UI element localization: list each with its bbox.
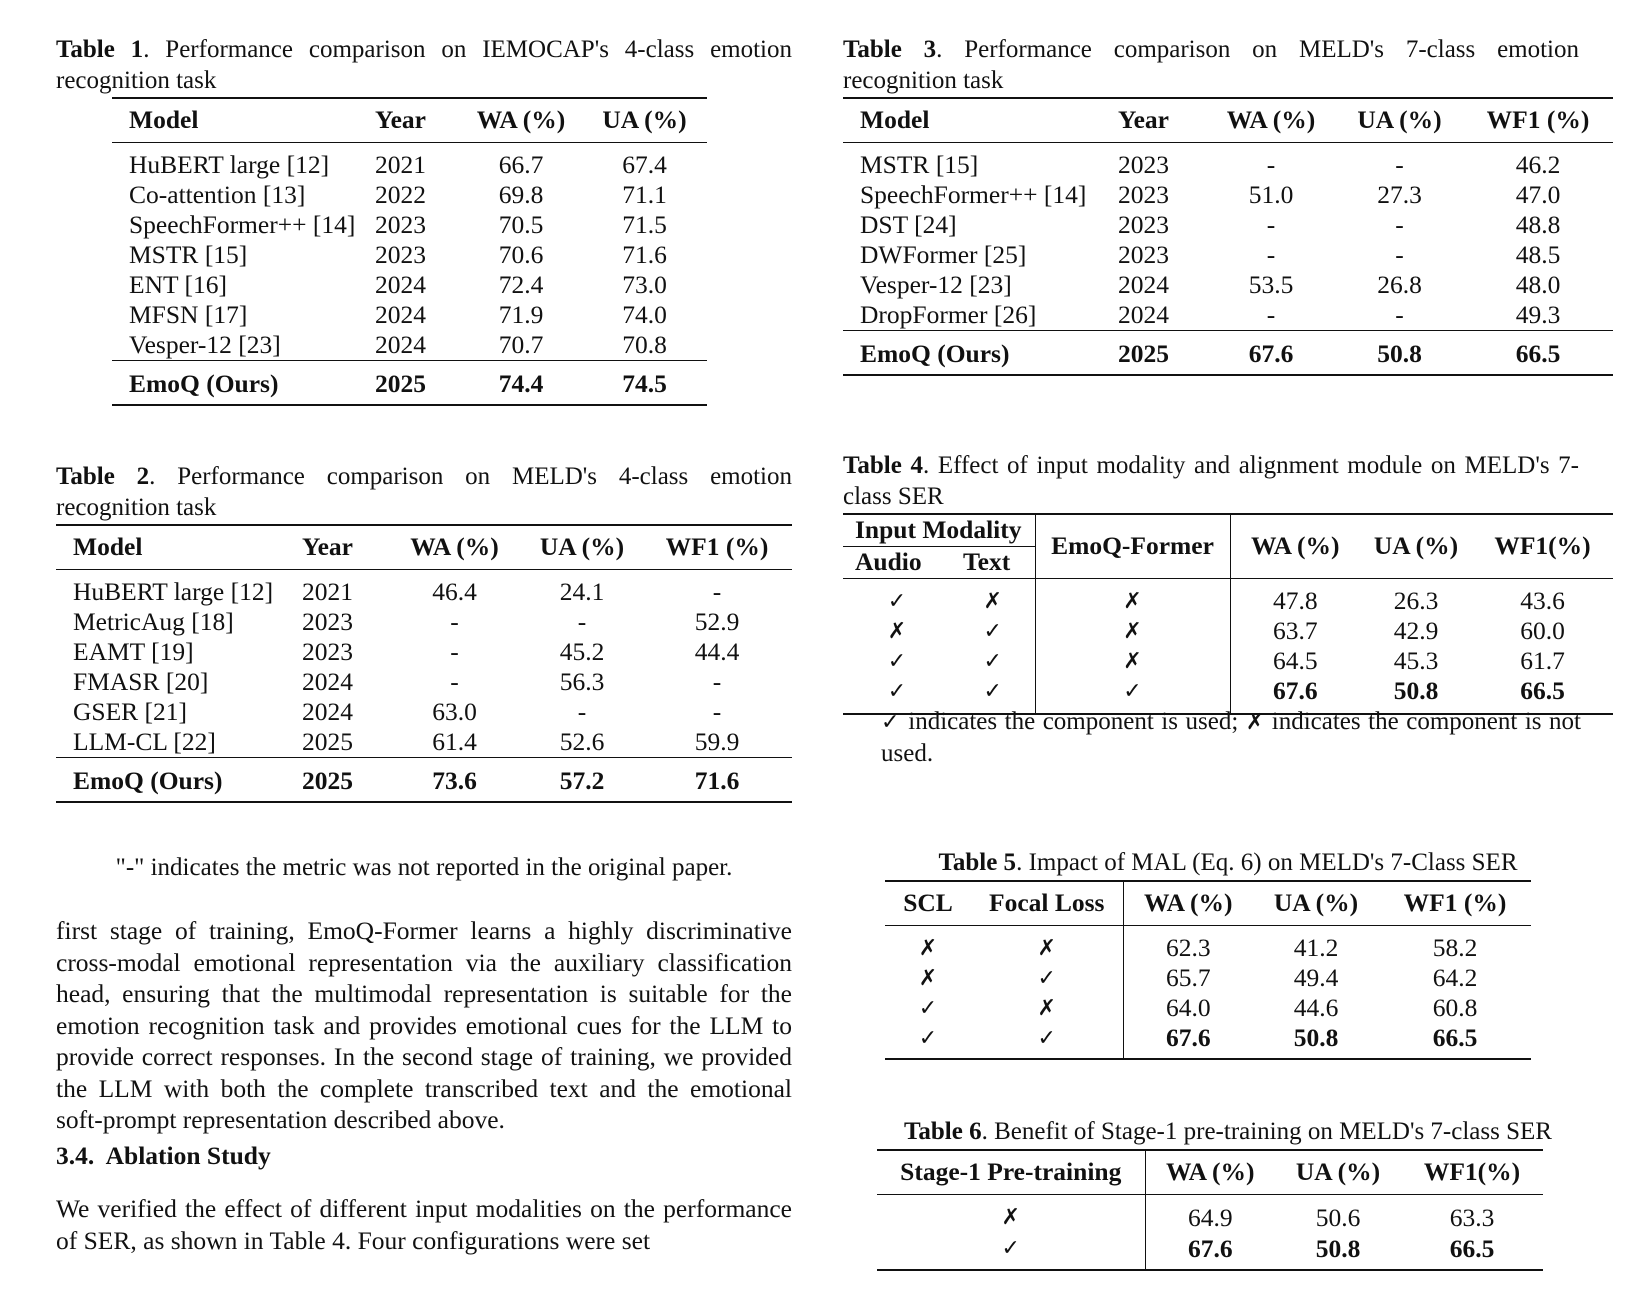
table-cell: 2023 bbox=[302, 607, 353, 636]
table5-caption-text: . Impact of MAL (Eq. 6) on MELD's 7-Class SER bbox=[1016, 849, 1518, 876]
table-cell: 64.9 bbox=[1145, 1202, 1275, 1233]
table1-cell: 74.4 bbox=[498, 369, 544, 398]
table6-body bbox=[877, 1202, 1543, 1264]
table-cell: 44.6 bbox=[1293, 993, 1339, 1022]
mark-icon: ✓ bbox=[918, 1025, 938, 1051]
table-cell: 70.8 bbox=[622, 330, 667, 359]
table5-header-row bbox=[885, 881, 1531, 925]
table1-final-row bbox=[112, 365, 707, 405]
table-row bbox=[56, 637, 792, 667]
table-cell: FMASR [20] bbox=[73, 667, 209, 696]
table1-header: Model bbox=[129, 105, 199, 135]
table6-label: Table 6 bbox=[904, 1118, 982, 1145]
table-cell: 2025 bbox=[302, 727, 353, 756]
table-cell: MetricAug [18] bbox=[73, 607, 234, 636]
table-cell: 49.4 bbox=[1293, 963, 1339, 992]
table-row bbox=[112, 300, 707, 330]
table4-header: EmoQ-Former bbox=[1035, 514, 1230, 578]
table4-subheader: Audio bbox=[855, 547, 922, 576]
table4-label: Table 4 bbox=[843, 452, 923, 479]
table1-header: UA (%) bbox=[602, 105, 687, 135]
mark-icon: ✓ bbox=[1037, 965, 1056, 991]
table-row bbox=[56, 727, 792, 758]
table1-header: Year bbox=[375, 105, 426, 135]
table-cell: 71.5 bbox=[622, 210, 667, 239]
table-cell: SpeechFormer++ [14] bbox=[860, 180, 1087, 209]
table1-caption bbox=[56, 34, 792, 96]
mark-icon: ✗ bbox=[1035, 586, 1230, 616]
table-cell: 2023 bbox=[375, 240, 426, 269]
table-cell: 59.9 bbox=[694, 727, 740, 756]
table-cell: 64.0 bbox=[1123, 993, 1253, 1023]
table-cell: Vesper-12 [23] bbox=[860, 270, 1012, 299]
table-cell: 47.0 bbox=[1515, 180, 1561, 209]
cross-icon: ✗ bbox=[1245, 710, 1265, 735]
table-cell: 67.4 bbox=[622, 150, 667, 179]
table5-body bbox=[885, 933, 1531, 1053]
table-cell: 48.8 bbox=[1515, 210, 1561, 239]
table-cell: DWFormer [25] bbox=[860, 240, 1027, 269]
table2-cell: EmoQ (Ours) bbox=[73, 766, 223, 795]
table-cell: HuBERT large [12] bbox=[129, 150, 330, 179]
table1-label: Table 1 bbox=[56, 36, 144, 63]
table2-note: "-" indicates the metric was not reported in the original paper. bbox=[115, 854, 733, 881]
table-cell: 69.8 bbox=[498, 180, 544, 209]
table-cell: 2024 bbox=[1118, 270, 1169, 299]
table1-cell: 2025 bbox=[375, 369, 426, 398]
table3-label: Table 3 bbox=[843, 36, 937, 63]
table-row bbox=[885, 933, 1531, 963]
section-heading: 3.4. Ablation Study bbox=[56, 1141, 271, 1170]
table-row bbox=[843, 210, 1613, 240]
mark-icon: ✗ bbox=[983, 588, 1002, 614]
table1-body bbox=[112, 150, 707, 361]
table-row bbox=[112, 330, 707, 361]
table-cell: 64.2 bbox=[1432, 963, 1478, 992]
table5-header: UA (%) bbox=[1273, 888, 1359, 918]
table-cell: 45.2 bbox=[559, 637, 605, 666]
mark-icon: ✓ bbox=[1035, 676, 1230, 706]
table6 bbox=[877, 1149, 1543, 1271]
mark-icon: ✗ bbox=[1037, 935, 1056, 961]
table3-caption-text: . Performance comparison on MELD's 7-class emotion recognition task bbox=[843, 36, 1580, 94]
mark-icon: ✓ bbox=[983, 648, 1002, 674]
table-cell: 64.5 bbox=[1230, 646, 1360, 676]
table2-header: WF1 (%) bbox=[665, 532, 769, 562]
table-cell: - bbox=[712, 577, 722, 606]
table-cell: 2024 bbox=[1118, 300, 1169, 329]
mark-icon: ✗ bbox=[918, 965, 938, 991]
table-cell: 71.1 bbox=[622, 180, 667, 209]
table-cell: 66.7 bbox=[498, 150, 544, 179]
table2-cell: 2025 bbox=[302, 766, 353, 795]
table4-note-text: indicates the component is used; bbox=[900, 708, 1246, 735]
table-cell: 63.3 bbox=[1449, 1202, 1495, 1232]
table3-cell: 66.5 bbox=[1515, 339, 1561, 368]
table4-header: WA (%) bbox=[1230, 514, 1360, 578]
table-cell: 65.7 bbox=[1123, 963, 1253, 993]
table-cell: 2023 bbox=[302, 637, 353, 666]
table-cell: LLM-CL [22] bbox=[73, 727, 216, 756]
mark-icon: ✓ bbox=[887, 678, 907, 704]
table-cell: 74.0 bbox=[622, 300, 667, 329]
table-cell: - bbox=[1266, 150, 1276, 179]
table3-header-row bbox=[843, 98, 1613, 142]
table-cell: 71.6 bbox=[622, 240, 667, 269]
table-cell: 42.9 bbox=[1393, 616, 1439, 645]
mark-icon: ✗ bbox=[1001, 1205, 1020, 1230]
table-cell: 50.8 bbox=[1293, 1023, 1339, 1052]
table-row bbox=[56, 607, 792, 637]
table-cell: 2023 bbox=[375, 210, 426, 239]
table1-header: WA (%) bbox=[476, 105, 566, 135]
table-row bbox=[56, 667, 792, 697]
table-row bbox=[843, 646, 1613, 676]
table-cell: 60.8 bbox=[1432, 993, 1478, 1022]
table4-subheader: Text bbox=[963, 547, 1011, 576]
table2-caption bbox=[56, 461, 792, 523]
table-cell: - bbox=[1266, 240, 1276, 269]
table4-body bbox=[843, 586, 1613, 706]
table-cell: 61.4 bbox=[432, 727, 477, 756]
table-cell: 43.6 bbox=[1520, 586, 1565, 615]
table-row bbox=[843, 300, 1613, 331]
table6-header-row bbox=[877, 1150, 1543, 1194]
mark-icon: ✓ bbox=[1037, 1025, 1056, 1051]
table-cell: GSER [21] bbox=[73, 697, 188, 726]
table-cell: - bbox=[1395, 240, 1404, 269]
table-cell: 2024 bbox=[375, 330, 426, 359]
table-cell: - bbox=[1395, 210, 1404, 239]
table-cell: 2023 bbox=[1118, 240, 1169, 269]
table-cell: ENT [16] bbox=[129, 270, 227, 299]
table2-header-row bbox=[56, 525, 792, 569]
table-row bbox=[112, 210, 707, 240]
table-cell: - bbox=[712, 667, 722, 696]
table-cell: DST [24] bbox=[860, 210, 957, 239]
table-cell: 46.4 bbox=[432, 577, 477, 606]
table3-caption bbox=[843, 34, 1579, 96]
table-cell: 2024 bbox=[302, 667, 353, 696]
table1-cell: EmoQ (Ours) bbox=[129, 369, 279, 398]
table-cell: 26.8 bbox=[1377, 270, 1422, 299]
body-paragraph-2: We verified the effect of different input modalities on the performance of SER, as shown in Table 4. Four configurations were set bbox=[56, 1194, 792, 1255]
mark-icon: ✗ bbox=[918, 935, 938, 961]
table-cell: 2023 bbox=[1118, 210, 1169, 239]
table-cell: 67.6 bbox=[1145, 1233, 1275, 1264]
table-row bbox=[885, 993, 1531, 1023]
table-cell: - bbox=[1395, 300, 1404, 329]
table6-header: UA (%) bbox=[1295, 1157, 1381, 1187]
table-cell: 2022 bbox=[375, 180, 426, 209]
table-cell: 73.0 bbox=[622, 270, 667, 299]
table3-cell: 2025 bbox=[1118, 339, 1169, 368]
table-cell: - bbox=[450, 637, 459, 666]
table-cell: 2024 bbox=[375, 270, 426, 299]
table-cell: 63.7 bbox=[1230, 616, 1360, 646]
table3-body bbox=[843, 150, 1613, 331]
table2-header: WA (%) bbox=[410, 532, 499, 562]
table-cell: MFSN [17] bbox=[129, 300, 248, 329]
table-cell: 51.0 bbox=[1248, 180, 1294, 209]
table-cell: 66.5 bbox=[1520, 676, 1565, 705]
mark-icon: ✓ bbox=[887, 588, 907, 614]
table1-header-row bbox=[112, 98, 707, 142]
table-cell: 72.4 bbox=[498, 270, 544, 299]
table3-header: Year bbox=[1118, 105, 1169, 135]
table4 bbox=[843, 513, 1613, 715]
table-cell: HuBERT large [12] bbox=[73, 577, 274, 606]
table-row bbox=[112, 150, 707, 180]
table5 bbox=[885, 880, 1531, 1060]
table-cell: 60.0 bbox=[1520, 616, 1565, 645]
table-cell: 47.8 bbox=[1230, 586, 1360, 616]
table-row bbox=[112, 270, 707, 300]
table-cell: 27.3 bbox=[1377, 180, 1422, 209]
table5-header: Focal Loss bbox=[989, 888, 1105, 918]
table5-label: Table 5 bbox=[938, 849, 1017, 876]
table-cell: Vesper-12 [23] bbox=[129, 330, 281, 359]
table2-header: Year bbox=[302, 532, 353, 562]
mark-icon: ✓ bbox=[983, 678, 1002, 704]
table-cell: 48.5 bbox=[1515, 240, 1561, 269]
table-cell: - bbox=[1266, 210, 1276, 239]
table-cell: 52.9 bbox=[694, 607, 740, 636]
table5-caption bbox=[843, 847, 1613, 878]
table1-cell: 74.5 bbox=[622, 369, 667, 398]
table-cell: - bbox=[712, 697, 722, 726]
table3-header: Model bbox=[860, 105, 930, 135]
table-cell: 50.8 bbox=[1393, 676, 1439, 705]
table3-cell: 67.6 bbox=[1248, 339, 1294, 368]
mark-icon: ✓ bbox=[918, 995, 938, 1021]
table3-header: WF1 (%) bbox=[1486, 105, 1590, 135]
table2-final-row bbox=[56, 762, 792, 802]
table-cell: 67.6 bbox=[1123, 1023, 1253, 1053]
table-cell: 41.2 bbox=[1293, 933, 1339, 962]
mark-icon: ✓ bbox=[1001, 1236, 1020, 1261]
table4-caption bbox=[843, 450, 1579, 512]
table-cell: 56.3 bbox=[559, 667, 605, 696]
table5-header: WF1 (%) bbox=[1403, 888, 1507, 918]
table-cell: 49.3 bbox=[1515, 300, 1561, 329]
table4-note bbox=[881, 706, 1581, 769]
table-row bbox=[843, 616, 1613, 646]
table1-caption-text: . Performance comparison on IEMOCAP's 4-class emotion recognition task bbox=[56, 36, 793, 94]
table-cell: EAMT [19] bbox=[73, 637, 194, 666]
table-cell: 58.2 bbox=[1432, 933, 1478, 962]
table3-header: WA (%) bbox=[1226, 105, 1316, 135]
table-cell: 61.7 bbox=[1520, 646, 1565, 675]
table-cell: 67.6 bbox=[1230, 676, 1360, 706]
table-row bbox=[885, 1023, 1531, 1053]
table-cell: MSTR [15] bbox=[860, 150, 979, 179]
table-cell: 62.3 bbox=[1123, 933, 1253, 963]
table-row bbox=[877, 1233, 1543, 1264]
table2-body bbox=[56, 577, 792, 758]
table2-header: Model bbox=[73, 532, 143, 562]
mark-icon: ✓ bbox=[887, 648, 907, 674]
table-cell: SpeechFormer++ [14] bbox=[129, 210, 356, 239]
table-cell: 50.6 bbox=[1315, 1202, 1361, 1232]
table-row bbox=[112, 180, 707, 210]
table-cell: 2023 bbox=[1118, 150, 1169, 179]
table3-final-row bbox=[843, 335, 1613, 375]
table2-cell: 57.2 bbox=[559, 766, 605, 795]
table-cell: 71.9 bbox=[498, 300, 544, 329]
table3-cell: EmoQ (Ours) bbox=[860, 339, 1010, 368]
table-cell: 2024 bbox=[302, 697, 353, 726]
table3-header: UA (%) bbox=[1357, 105, 1442, 135]
table-cell: 52.6 bbox=[559, 727, 605, 756]
table5-header: SCL bbox=[903, 888, 953, 918]
table-cell: 70.6 bbox=[498, 240, 544, 269]
check-icon: ✓ bbox=[881, 710, 901, 735]
body-paragraph-1: first stage of training, EmoQ-Former learns a highly discriminative cross-modal emotional representation via the auxiliary classification head, ensuring that the multimodal representation is suitable for the emotion recognition task and provides emotional cues for the LLM to provide correct responses. In the second stage of training, we provided the LLM with both the complete transcribed text and the emotional soft-prompt representation described above. bbox=[56, 916, 792, 1134]
table4-note-text: indicates the component is not used. bbox=[881, 708, 1581, 767]
mark-icon: ✗ bbox=[1037, 995, 1056, 1021]
table-cell: DropFormer [26] bbox=[860, 300, 1037, 329]
table-row bbox=[843, 676, 1613, 706]
table-cell: 2021 bbox=[302, 577, 353, 606]
table6-caption bbox=[843, 1116, 1613, 1147]
table-cell: 70.5 bbox=[498, 210, 544, 239]
table2-cell: 73.6 bbox=[432, 766, 477, 795]
table-cell: MSTR [15] bbox=[129, 240, 248, 269]
table-row bbox=[843, 150, 1613, 180]
table-cell: 44.4 bbox=[694, 637, 740, 666]
table2-cell: 71.6 bbox=[694, 766, 740, 795]
table-cell: 66.5 bbox=[1432, 1023, 1478, 1052]
table-row bbox=[843, 270, 1613, 300]
table4-caption-text: . Effect of input modality and alignment module on MELD's 7-class SER bbox=[843, 452, 1580, 510]
table2-header: UA (%) bbox=[539, 532, 625, 562]
table-cell: 70.7 bbox=[498, 330, 544, 359]
table-cell: 2024 bbox=[375, 300, 426, 329]
table-row bbox=[843, 240, 1613, 270]
table-cell: 45.3 bbox=[1393, 646, 1439, 675]
table3-cell: 50.8 bbox=[1377, 339, 1422, 368]
table-row bbox=[877, 1202, 1543, 1233]
table2-caption-text: . Performance comparison on MELD's 4-class emotion recognition task bbox=[56, 463, 793, 521]
table-cell: 63.0 bbox=[432, 697, 477, 726]
table-cell: 66.5 bbox=[1449, 1233, 1495, 1263]
table-cell: 26.3 bbox=[1393, 586, 1439, 615]
table-cell: 53.5 bbox=[1248, 270, 1294, 299]
table-row bbox=[843, 180, 1613, 210]
table4-header: WF1(%) bbox=[1494, 531, 1591, 561]
table-cell: 48.0 bbox=[1515, 270, 1561, 299]
table6-header: Stage-1 Pre-training bbox=[900, 1157, 1122, 1187]
table-row bbox=[885, 963, 1531, 993]
table4-group-header: Input Modality bbox=[843, 514, 1035, 546]
table-row bbox=[56, 697, 792, 727]
table-cell: - bbox=[577, 607, 587, 636]
table-cell: - bbox=[450, 667, 459, 696]
table-cell: - bbox=[577, 697, 587, 726]
table-cell: 24.1 bbox=[559, 577, 605, 606]
table4-header: UA (%) bbox=[1373, 531, 1459, 561]
table-row bbox=[843, 586, 1613, 616]
table-cell: Co-attention [13] bbox=[129, 180, 306, 209]
table4-header-row bbox=[843, 514, 1613, 546]
table6-header: WA (%) bbox=[1145, 1150, 1275, 1194]
table-cell: 2021 bbox=[375, 150, 426, 179]
mark-icon: ✗ bbox=[887, 618, 907, 644]
table3 bbox=[843, 97, 1613, 376]
table2 bbox=[56, 524, 792, 803]
table-row bbox=[112, 240, 707, 270]
table-cell: 50.8 bbox=[1315, 1233, 1361, 1263]
table-cell: - bbox=[1266, 300, 1276, 329]
table-cell: - bbox=[450, 607, 459, 636]
table2-label: Table 2 bbox=[56, 463, 150, 490]
table-cell: 2023 bbox=[1118, 180, 1169, 209]
mark-icon: ✓ bbox=[983, 618, 1002, 644]
table-cell: 46.2 bbox=[1515, 150, 1561, 179]
table1 bbox=[112, 97, 707, 406]
table-row bbox=[56, 577, 792, 607]
mark-icon: ✗ bbox=[1035, 616, 1230, 646]
table6-caption-text: . Benefit of Stage-1 pre-training on MELD's 7-class SER bbox=[981, 1118, 1552, 1145]
mark-icon: ✗ bbox=[1035, 646, 1230, 676]
table-cell: - bbox=[1395, 150, 1404, 179]
table6-header: WF1(%) bbox=[1423, 1157, 1521, 1187]
table5-header: WA (%) bbox=[1123, 881, 1253, 925]
